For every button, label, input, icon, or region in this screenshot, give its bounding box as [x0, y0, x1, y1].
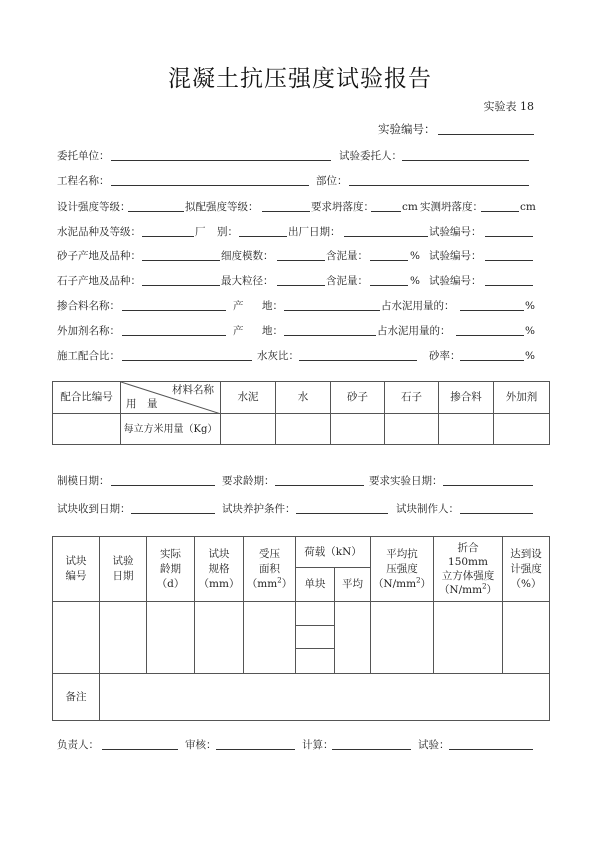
test-client-label: 试验委托人： [339, 150, 402, 162]
molding-date-label: 制模日期： [57, 475, 110, 487]
cement-type-label: 水泥品种及等级： [57, 226, 141, 238]
additive-origin-label-a: 产 [233, 325, 244, 337]
avg-strength-cell[interactable] [371, 602, 434, 674]
unit-text: （N/mm [438, 584, 483, 596]
sand-test-number-label: 试验编号： [429, 250, 482, 262]
test-results-table [52, 536, 550, 721]
cement-test-number-field[interactable] [485, 236, 533, 237]
page-title: 混凝土抗压强度试验报告 [168, 66, 432, 92]
header-line: 达到设 [510, 547, 542, 560]
sand-ratio-percent: % [525, 350, 535, 362]
test-label: 试验： [418, 739, 450, 751]
additive-percent: % [525, 325, 535, 337]
load-single-header: 单块 [296, 568, 335, 602]
additive-name-field[interactable] [122, 335, 226, 336]
remarks-label: 备注 [53, 674, 100, 721]
stone-mud-field[interactable] [370, 285, 408, 286]
curing-condition-field[interactable] [296, 513, 388, 514]
additive-origin-field[interactable] [284, 335, 376, 336]
factory-label-a: 厂 [195, 226, 206, 238]
additive-ratio-label: 占水泥用量的： [377, 325, 451, 337]
header-line: 龄期 [160, 562, 181, 575]
sand-origin-field[interactable] [142, 260, 220, 261]
mix-id-header: 配合比编号 [53, 382, 121, 414]
calculate-field[interactable] [332, 749, 411, 750]
unit-close: ） [281, 577, 293, 590]
admixture-percent: % [525, 300, 535, 312]
admixture-name-label: 掺合料名称： [57, 300, 120, 312]
additive-amount-cell[interactable] [494, 414, 550, 445]
header-line: 受压 [259, 547, 280, 560]
header-line: （d） [156, 577, 185, 590]
load-avg-header: 平均 [335, 568, 371, 602]
header-line: 平均抗 [386, 547, 418, 560]
unit-close: ） [486, 584, 498, 596]
actual-age-header [147, 537, 195, 602]
measured-slump-label: 实测坍落度： [420, 201, 483, 213]
sand-ratio-field[interactable] [460, 360, 524, 361]
required-age-field[interactable] [275, 485, 364, 486]
header-line [434, 583, 502, 597]
required-slump-label: 要求坍落度： [311, 201, 374, 213]
additive-origin-label-b: 地： [262, 325, 283, 337]
sand-origin-label: 砂子产地及品种： [57, 250, 141, 262]
amount-label: 用 量 [126, 398, 158, 410]
load-avg-cell[interactable] [335, 602, 371, 674]
header-line: 试块 [208, 547, 230, 560]
sand-mud-label: 含泥量： [326, 250, 368, 262]
client-unit-field[interactable] [111, 160, 331, 161]
required-slump-field[interactable] [371, 211, 401, 212]
molding-date-field[interactable] [111, 485, 215, 486]
material-stone: 石子 [385, 382, 439, 414]
sand-mud-field[interactable] [370, 260, 408, 261]
admixture-name-field[interactable] [122, 310, 226, 311]
specimen-no-cell[interactable] [53, 602, 100, 674]
stone-mud-label: 含泥量： [326, 275, 368, 287]
design-percent-cell[interactable] [503, 602, 550, 674]
max-size-field[interactable] [277, 285, 325, 286]
construction-mix-field[interactable] [122, 360, 252, 361]
unit-text: （N/mm [372, 577, 417, 590]
test-date-cell[interactable] [100, 602, 147, 674]
admixture-ratio-field[interactable] [460, 310, 524, 311]
required-test-date-label: 要求实验日期： [369, 475, 443, 487]
area-cell[interactable] [244, 602, 296, 674]
area-header [244, 537, 296, 602]
required-test-date-field[interactable] [443, 485, 533, 486]
header-line: 实际 [160, 547, 181, 560]
received-date-label: 试块收到日期： [57, 503, 131, 515]
stone-test-number-label: 试验编号： [429, 275, 482, 287]
fineness-field[interactable] [277, 260, 325, 261]
unit-superscript: 2 [482, 582, 487, 591]
load-single-cell-1[interactable] [296, 602, 335, 626]
mix-proportion-table [52, 381, 550, 445]
actual-age-cell[interactable] [147, 602, 195, 674]
water-cement-label: 水灰比： [257, 350, 299, 362]
water-amount-cell[interactable] [276, 414, 331, 445]
project-name-label: 工程名称： [57, 175, 110, 187]
material-sand: 砂子 [331, 382, 385, 414]
header-line: 面积 [259, 562, 280, 575]
maker-field[interactable] [460, 513, 533, 514]
admixture-origin-label-a: 产 [233, 300, 244, 312]
avg-strength-header [371, 537, 434, 602]
mix-grade-field[interactable] [262, 211, 310, 212]
maker-label: 试块制作人： [396, 503, 459, 515]
admixture-origin-label-b: 地： [262, 300, 283, 312]
load-header: 荷载（kN） [296, 537, 371, 568]
unit-superscript: 2 [277, 576, 282, 584]
fineness-label: 细度模数： [221, 250, 274, 262]
cement-test-number-label: 试验编号： [429, 226, 482, 238]
per-cubic-label: 每立方米用量（Kg） [121, 414, 221, 445]
design-grade-field[interactable] [128, 211, 184, 212]
header-line: （%） [510, 577, 542, 590]
location-label: 部位： [316, 175, 348, 187]
sand-amount-cell[interactable] [331, 414, 385, 445]
header-line: 压强度 [386, 562, 418, 575]
curing-condition-label: 试块养护条件： [222, 503, 296, 515]
specimen-no-header [53, 537, 100, 602]
production-date-field[interactable] [344, 236, 428, 237]
admixture-amount-cell[interactable] [439, 414, 494, 445]
mix-id-cell[interactable] [53, 414, 121, 445]
review-field[interactable] [216, 749, 295, 750]
header-line: （mm） [198, 577, 240, 590]
header-line: 试验 [112, 555, 134, 567]
header-line: 日期 [112, 570, 134, 582]
sand-test-number-field[interactable] [485, 260, 533, 261]
measured-slump-field[interactable] [481, 211, 519, 212]
admixture-ratio-label: 占水泥用量的： [381, 300, 455, 312]
sand-ratio-label: 砂率： [429, 350, 461, 362]
design-grade-label: 设计强度等级： [57, 201, 131, 213]
form-number: 实验表 18 [483, 100, 534, 113]
unit-text: （mm [246, 577, 278, 590]
design-percent-header [503, 537, 550, 602]
client-unit-label: 委托单位： [57, 150, 110, 162]
header-line: 立方体强度 [441, 570, 495, 582]
stone-mud-percent: % [410, 275, 420, 287]
stone-test-number-field[interactable] [485, 285, 533, 286]
load-single-cell-3[interactable] [296, 649, 335, 674]
sand-mud-percent: % [410, 250, 420, 262]
header-line: 150mm [448, 556, 488, 568]
test-client-field[interactable] [402, 160, 529, 161]
header-line: 折合 [457, 542, 479, 554]
header-line [371, 577, 433, 592]
stone-amount-cell[interactable] [385, 414, 439, 445]
header-line: 规格 [208, 562, 230, 575]
load-single-cell-2[interactable] [296, 626, 335, 649]
header-line: 试块 [65, 555, 87, 567]
responsible-label: 负责人： [57, 739, 99, 751]
material-water: 水 [276, 382, 331, 414]
spec-size-header [195, 537, 244, 602]
stone-origin-field[interactable] [142, 285, 220, 286]
converted-strength-header [434, 537, 503, 602]
project-name-field[interactable] [111, 185, 309, 186]
factory-label-b: 别： [217, 226, 238, 238]
remarks-field[interactable] [100, 674, 550, 721]
required-age-label: 要求龄期： [222, 475, 275, 487]
additive-ratio-field[interactable] [456, 335, 524, 336]
admixture-origin-field[interactable] [284, 310, 380, 311]
material-admixture: 掺合料 [439, 382, 494, 414]
slump-unit-2: cm [520, 201, 536, 213]
calculate-label: 计算： [302, 739, 334, 751]
review-label: 审核： [185, 739, 217, 751]
additive-name-label: 外加剂名称： [57, 325, 120, 337]
production-date-label: 出厂日期： [288, 226, 341, 238]
material-name-label: 材料名称 [172, 384, 214, 396]
material-cement: 水泥 [221, 382, 276, 414]
stone-origin-label: 石子产地及品种： [57, 275, 141, 287]
converted-strength-cell[interactable] [434, 602, 503, 674]
test-field[interactable] [449, 749, 533, 750]
experiment-number-label: 实验编号： [378, 122, 436, 136]
test-date-header [100, 537, 147, 602]
experiment-number-field[interactable] [438, 134, 534, 135]
construction-mix-label: 施工配合比： [57, 350, 120, 362]
responsible-field[interactable] [102, 749, 178, 750]
max-size-label: 最大粒径： [221, 275, 274, 287]
spec-size-cell[interactable] [195, 602, 244, 674]
water-cement-field[interactable] [299, 360, 417, 361]
unit-superscript: 2 [416, 576, 421, 584]
header-line: 编号 [65, 570, 87, 582]
slump-unit-1: cm [402, 201, 418, 213]
diagonal-header-cell [121, 382, 221, 414]
unit-close: ） [420, 577, 432, 590]
received-date-field[interactable] [131, 513, 215, 514]
cement-type-field[interactable] [142, 236, 194, 237]
cement-amount-cell[interactable] [221, 414, 276, 445]
header-line [244, 577, 295, 592]
mix-grade-label: 拟配强度等级： [185, 201, 259, 213]
factory-field[interactable] [239, 236, 287, 237]
header-line: 计强度 [510, 562, 542, 575]
location-field[interactable] [349, 185, 529, 186]
material-additive: 外加剂 [494, 382, 550, 414]
